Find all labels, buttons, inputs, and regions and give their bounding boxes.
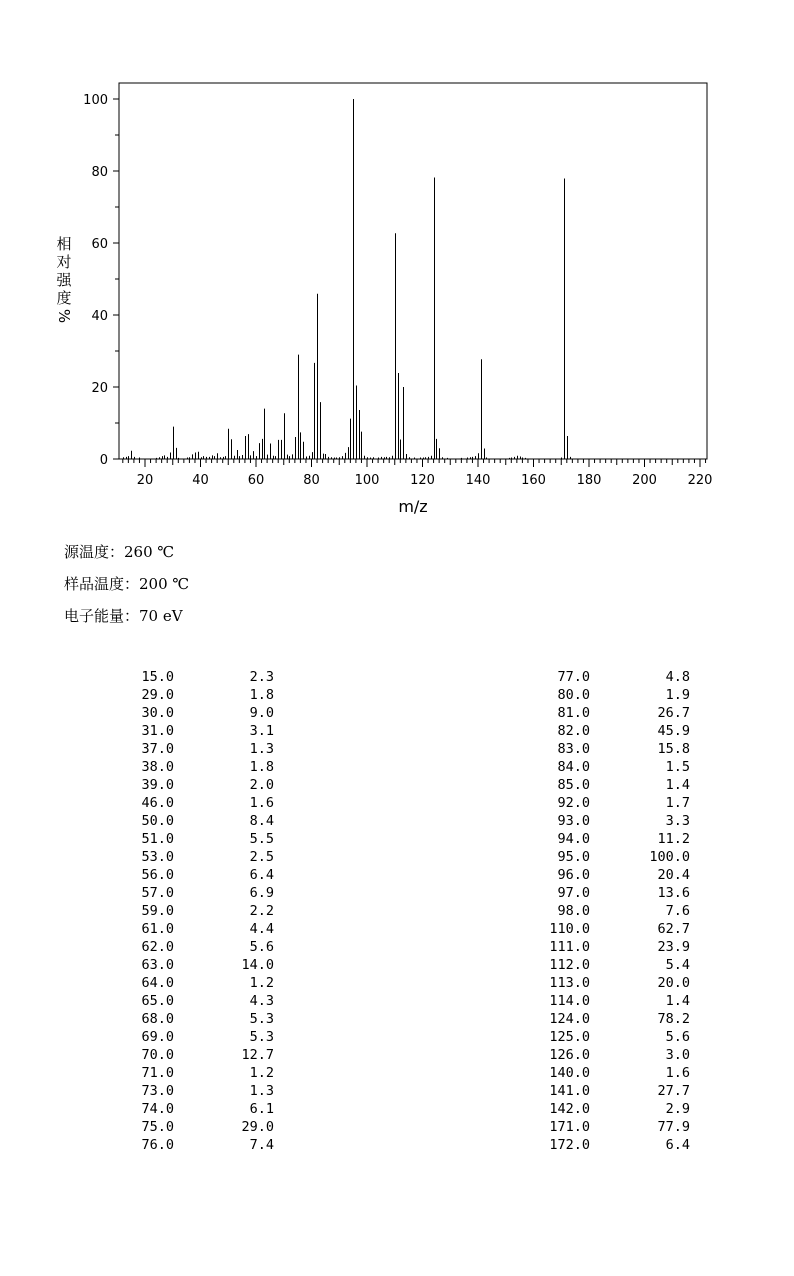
mz-value: 77.0 — [557, 669, 590, 685]
mz-value: 96.0 — [557, 867, 590, 883]
mz-value: 68.0 — [141, 1011, 174, 1027]
table-row — [120, 1118, 274, 1136]
mz-value: 92.0 — [557, 795, 590, 811]
source-temperature-value: 260 ℃ — [124, 543, 175, 561]
sample-temperature — [64, 573, 189, 594]
source-temperature — [64, 541, 174, 562]
table-row — [120, 722, 274, 740]
abundance-value: 2.5 — [249, 849, 274, 865]
table-row — [536, 974, 690, 992]
abundance-value: 45.9 — [657, 723, 690, 739]
mz-value: 31.0 — [141, 723, 174, 739]
x-tick-label: 160 — [521, 473, 546, 488]
mz-value: 59.0 — [141, 903, 174, 919]
mz-value: 51.0 — [141, 831, 174, 847]
mz-value: 111.0 — [549, 939, 590, 955]
mz-value: 124.0 — [549, 1011, 590, 1027]
mz-value: 94.0 — [557, 831, 590, 847]
abundance-value: 7.6 — [665, 903, 690, 919]
peak-table-right — [536, 668, 690, 1154]
table-row — [536, 722, 690, 740]
mz-value: 80.0 — [557, 687, 590, 703]
y-axis-label-char: 度 — [56, 289, 72, 307]
mz-value: 75.0 — [141, 1119, 174, 1135]
abundance-value: 4.3 — [249, 993, 274, 1009]
mz-value: 140.0 — [549, 1065, 590, 1081]
table-row — [120, 776, 274, 794]
table-row — [120, 974, 274, 992]
table-row — [536, 776, 690, 794]
abundance-value: 5.3 — [249, 1029, 274, 1045]
mz-value: 64.0 — [141, 975, 174, 991]
abundance-value: 1.5 — [665, 759, 690, 775]
table-row — [120, 884, 274, 902]
source-temperature-label: 源温度： — [64, 543, 125, 561]
mz-value: 98.0 — [557, 903, 590, 919]
mz-value: 93.0 — [557, 813, 590, 829]
x-tick-label: 20 — [136, 473, 154, 488]
table-row — [536, 740, 690, 758]
table-row — [120, 812, 274, 830]
table-row — [536, 902, 690, 920]
abundance-value: 1.4 — [665, 993, 690, 1009]
sample-temperature-value: 200 ℃ — [139, 575, 190, 593]
mz-value: 114.0 — [549, 993, 590, 1009]
abundance-value: 5.5 — [249, 831, 274, 847]
table-row — [120, 1136, 274, 1154]
y-tick-label: 20 — [91, 381, 108, 396]
mz-value: 46.0 — [141, 795, 174, 811]
table-row — [120, 920, 274, 938]
table-row — [120, 758, 274, 776]
table-row — [120, 992, 274, 1010]
y-axis-label-char: 强 — [56, 271, 72, 289]
abundance-value: 8.4 — [249, 813, 274, 829]
mz-value: 126.0 — [549, 1047, 590, 1063]
table-row — [536, 938, 690, 956]
abundance-value: 2.9 — [665, 1101, 690, 1117]
mz-value: 113.0 — [549, 975, 590, 991]
table-row — [120, 1046, 274, 1064]
abundance-value: 2.2 — [249, 903, 274, 919]
y-tick-label: 100 — [83, 93, 108, 108]
abundance-value: 13.6 — [657, 885, 690, 901]
mz-value: 70.0 — [141, 1047, 174, 1063]
mz-value: 15.0 — [141, 669, 174, 685]
table-row — [120, 1082, 274, 1100]
abundance-value: 4.8 — [665, 669, 690, 685]
y-tick-label: 40 — [91, 309, 108, 324]
table-row — [536, 956, 690, 974]
abundance-value: 5.3 — [249, 1011, 274, 1027]
mz-value: 39.0 — [141, 777, 174, 793]
electron-energy-label: 电子能量： — [64, 607, 140, 625]
table-row — [536, 668, 690, 686]
table-row — [120, 1010, 274, 1028]
abundance-value: 23.9 — [657, 939, 690, 955]
table-row — [536, 1100, 690, 1118]
abundance-value: 1.3 — [249, 1083, 274, 1099]
abundance-value: 12.7 — [241, 1047, 274, 1063]
abundance-value: 77.9 — [657, 1119, 690, 1135]
mz-value: 83.0 — [557, 741, 590, 757]
mz-value: 84.0 — [557, 759, 590, 775]
table-row — [120, 668, 274, 686]
mz-value: 81.0 — [557, 705, 590, 721]
abundance-value: 6.4 — [665, 1137, 690, 1153]
mz-value: 69.0 — [141, 1029, 174, 1045]
mz-value: 30.0 — [141, 705, 174, 721]
abundance-value: 5.6 — [665, 1029, 690, 1045]
mz-value: 97.0 — [557, 885, 590, 901]
abundance-value: 3.0 — [665, 1047, 690, 1063]
abundance-value: 1.8 — [249, 759, 274, 775]
mz-value: 112.0 — [549, 957, 590, 973]
plot-frame — [119, 83, 707, 459]
abundance-value: 3.1 — [249, 723, 274, 739]
table-row — [536, 1046, 690, 1064]
table-row — [120, 686, 274, 704]
table-row — [536, 866, 690, 884]
abundance-value: 1.8 — [249, 687, 274, 703]
abundance-value: 2.3 — [249, 669, 274, 685]
mz-value: 37.0 — [141, 741, 174, 757]
table-row — [536, 830, 690, 848]
mz-value: 125.0 — [549, 1029, 590, 1045]
abundance-value: 20.0 — [657, 975, 690, 991]
abundance-value: 27.7 — [657, 1083, 690, 1099]
table-row — [120, 956, 274, 974]
abundance-value: 5.4 — [665, 957, 690, 973]
table-row — [536, 1136, 690, 1154]
table-row — [120, 1064, 274, 1082]
mz-value: 65.0 — [141, 993, 174, 1009]
mz-value: 73.0 — [141, 1083, 174, 1099]
table-row — [536, 704, 690, 722]
table-row — [120, 1028, 274, 1046]
mz-value: 141.0 — [549, 1083, 590, 1099]
x-tick-label: 220 — [687, 473, 713, 488]
abundance-value: 6.1 — [249, 1101, 274, 1117]
table-row — [120, 794, 274, 812]
mz-value: 85.0 — [557, 777, 590, 793]
peak-table-left — [120, 668, 274, 1154]
table-row — [120, 830, 274, 848]
table-row — [536, 686, 690, 704]
abundance-value: 20.4 — [657, 867, 690, 883]
mz-value: 172.0 — [549, 1137, 590, 1153]
table-row — [536, 992, 690, 1010]
mz-value: 74.0 — [141, 1101, 174, 1117]
abundance-value: 1.7 — [665, 795, 690, 811]
mz-value: 82.0 — [557, 723, 590, 739]
table-row — [536, 1028, 690, 1046]
table-row — [536, 920, 690, 938]
table-row — [536, 848, 690, 866]
abundance-value: 6.9 — [249, 885, 274, 901]
abundance-value: 1.2 — [249, 1065, 274, 1081]
abundance-value: 100.0 — [649, 849, 690, 865]
table-row — [536, 794, 690, 812]
abundance-value: 1.2 — [249, 975, 274, 991]
table-row — [536, 812, 690, 830]
abundance-value: 4.4 — [249, 921, 274, 937]
x-tick-label: 140 — [465, 473, 491, 488]
table-row — [536, 1064, 690, 1082]
electron-energy-value: 70 eV — [139, 607, 183, 625]
abundance-value: 15.8 — [657, 741, 690, 757]
x-tick-label: 200 — [632, 473, 657, 488]
mz-value: 76.0 — [141, 1137, 174, 1153]
abundance-value: 78.2 — [657, 1011, 690, 1027]
mz-value: 29.0 — [141, 687, 174, 703]
y-tick-label: 0 — [99, 453, 108, 468]
y-axis-label-char: % — [55, 308, 73, 324]
abundance-value: 2.0 — [249, 777, 274, 793]
table-row — [536, 1010, 690, 1028]
table-row — [120, 740, 274, 758]
table-row — [120, 902, 274, 920]
table-row — [536, 758, 690, 776]
mass-spectrum-chart — [0, 0, 794, 530]
abundance-value: 6.4 — [249, 867, 274, 883]
abundance-value: 1.4 — [665, 777, 690, 793]
mz-value: 61.0 — [141, 921, 174, 937]
mz-value: 50.0 — [141, 813, 174, 829]
abundance-value: 14.0 — [241, 957, 274, 973]
abundance-value: 1.6 — [249, 795, 274, 811]
mz-value: 110.0 — [549, 921, 590, 937]
mz-value: 71.0 — [141, 1065, 174, 1081]
mz-value: 171.0 — [549, 1119, 590, 1135]
table-row — [120, 866, 274, 884]
table-row — [120, 704, 274, 722]
abundance-value: 1.9 — [665, 687, 690, 703]
x-tick-label: 180 — [576, 473, 602, 488]
mz-value: 56.0 — [141, 867, 174, 883]
y-tick-label: 80 — [91, 165, 108, 180]
sample-temperature-label: 样品温度： — [64, 575, 140, 593]
mz-value: 38.0 — [141, 759, 174, 775]
table-row — [120, 1100, 274, 1118]
mz-value: 53.0 — [141, 849, 174, 865]
y-axis-label-char: 相 — [56, 235, 72, 253]
table-row — [120, 848, 274, 866]
x-axis-label: m/z — [398, 497, 428, 516]
mz-value: 62.0 — [141, 939, 174, 955]
abundance-value: 26.7 — [657, 705, 690, 721]
mz-value: 95.0 — [557, 849, 590, 865]
y-axis-label-char: 对 — [56, 253, 72, 271]
abundance-value: 11.2 — [657, 831, 690, 847]
abundance-value: 3.3 — [665, 813, 690, 829]
table-row — [536, 1082, 690, 1100]
abundance-value: 29.0 — [241, 1119, 274, 1135]
abundance-value: 62.7 — [657, 921, 690, 937]
x-tick-label: 120 — [410, 473, 435, 488]
x-tick-label: 80 — [303, 473, 320, 488]
mz-value: 63.0 — [141, 957, 174, 973]
table-row — [536, 884, 690, 902]
abundance-value: 5.6 — [249, 939, 274, 955]
abundance-value: 7.4 — [249, 1137, 274, 1153]
x-tick-label: 60 — [247, 473, 265, 488]
abundance-value: 9.0 — [249, 705, 274, 721]
abundance-value: 1.6 — [665, 1065, 690, 1081]
x-tick-label: 100 — [354, 473, 380, 488]
x-tick-label: 40 — [192, 473, 209, 488]
mz-value: 142.0 — [549, 1101, 590, 1117]
table-row — [536, 1118, 690, 1136]
table-row — [120, 938, 274, 956]
mz-value: 57.0 — [141, 885, 174, 901]
y-tick-label: 60 — [91, 237, 108, 252]
electron-energy — [64, 605, 183, 626]
abundance-value: 1.3 — [249, 741, 274, 757]
